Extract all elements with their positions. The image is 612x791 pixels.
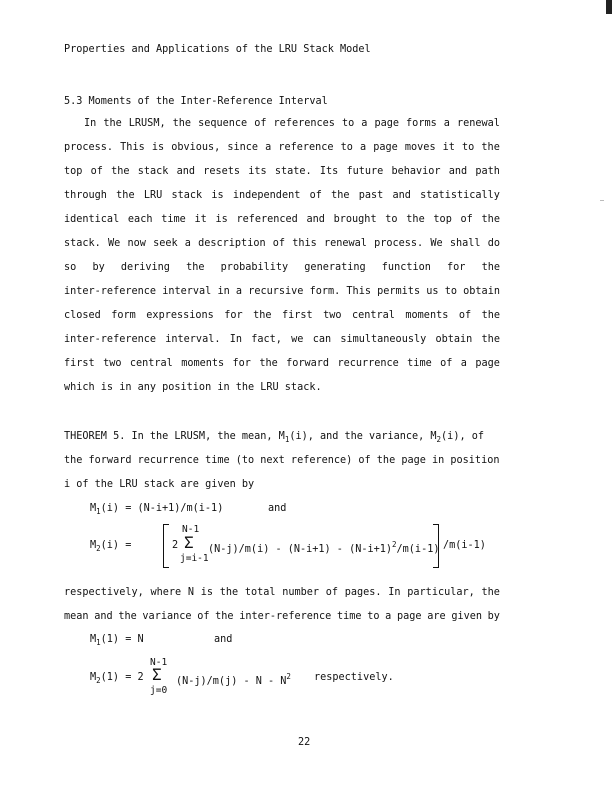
word: to — [444, 286, 457, 297]
word: inter-reference — [239, 611, 332, 622]
equation-lhs: $M_1(i) = (N-i+1)/m(i-1)$ — [90, 503, 224, 516]
word: interval. — [165, 334, 221, 345]
word: for — [224, 310, 243, 321]
word: and — [176, 166, 195, 177]
word: do — [487, 238, 500, 249]
word: moves — [404, 142, 436, 153]
word: of — [325, 587, 339, 598]
word: by — [487, 611, 500, 622]
word: reference — [278, 142, 334, 153]
equation-lhs: $M_2(i)$ = — [90, 540, 132, 553]
paragraph-line — [64, 166, 500, 177]
word: In — [84, 118, 97, 129]
word: the — [172, 118, 192, 129]
word: the — [406, 214, 425, 225]
equation-coefficient: 2 — [172, 540, 179, 551]
word: two — [323, 310, 342, 321]
scan-margin-mark — [600, 200, 604, 201]
word: expressions — [146, 310, 214, 321]
word: top — [433, 214, 452, 225]
word: This — [346, 286, 371, 297]
word: identical — [64, 214, 120, 225]
word: of — [254, 118, 267, 129]
word: for — [232, 358, 251, 369]
word: a — [385, 611, 392, 622]
word: obtain — [463, 286, 500, 297]
word: central — [129, 358, 173, 369]
word: forms — [406, 118, 437, 129]
equation-terms: (N-j)/m(j) - N - $N^2$ — [176, 672, 291, 687]
word: interval — [162, 286, 212, 297]
word: each — [127, 214, 153, 225]
word: description — [198, 238, 266, 249]
word: recursive — [248, 286, 304, 297]
word: top — [64, 166, 83, 177]
paragraph-line — [64, 334, 500, 345]
body-line — [64, 611, 500, 622]
word: resets — [203, 166, 240, 177]
word: In — [229, 334, 242, 345]
word: the — [481, 587, 500, 598]
word: given — [451, 611, 482, 622]
paragraph-line — [64, 142, 500, 153]
word: deriving — [120, 262, 170, 273]
word: stack. — [64, 238, 101, 249]
word: and — [448, 166, 468, 177]
word: inter-reference — [64, 334, 157, 345]
word: through — [64, 190, 107, 201]
word: variance — [142, 611, 192, 622]
word: forward — [286, 358, 330, 369]
word: references — [273, 118, 335, 129]
word: independent — [232, 190, 301, 201]
paragraph-line — [64, 118, 500, 129]
word: the — [481, 142, 500, 153]
word: first — [281, 310, 313, 321]
word: form. — [309, 286, 341, 297]
word: it — [194, 214, 207, 225]
paragraph-line — [64, 310, 500, 321]
word: first — [64, 358, 95, 369]
word: two — [103, 358, 122, 369]
body-line — [64, 587, 500, 598]
word: path — [475, 166, 500, 177]
word: can — [312, 334, 332, 345]
word: page — [396, 611, 422, 622]
page-number: 22 — [298, 737, 311, 748]
word: the — [215, 611, 234, 622]
paragraph-line: which is in any position in the LRU stack. — [64, 382, 322, 393]
word: form — [111, 310, 136, 321]
word: brought — [333, 214, 377, 225]
paragraph-line — [64, 238, 500, 249]
word: In — [388, 587, 401, 598]
word: the — [481, 310, 500, 321]
word: the — [186, 262, 205, 273]
word: renewal — [456, 118, 500, 129]
word: is — [200, 587, 213, 598]
word: seek — [153, 238, 178, 249]
sum-upper-limit: N-1 — [182, 524, 200, 535]
word: particular, — [407, 587, 475, 598]
word: obvious, — [171, 142, 221, 153]
paragraph-line — [64, 262, 500, 273]
word: sequence — [198, 118, 248, 129]
word: by — [92, 262, 105, 273]
word: a — [443, 118, 450, 129]
word: we — [291, 334, 304, 345]
word: its — [248, 166, 267, 177]
word: a — [460, 358, 467, 369]
word: for — [447, 262, 466, 273]
word: respectively, — [64, 587, 144, 598]
word: to — [341, 118, 355, 129]
word: simultaneously — [340, 334, 427, 345]
word: the — [118, 611, 137, 622]
word: state. — [274, 166, 312, 177]
word: behavior — [391, 166, 441, 177]
word: time — [407, 358, 432, 369]
word: future — [346, 166, 384, 177]
word: and — [94, 611, 113, 622]
word: We — [430, 238, 443, 249]
word: statistically — [420, 190, 500, 201]
word: the — [481, 334, 500, 345]
word: recurrence — [337, 358, 399, 369]
theorem-statement-line: i of the LRU stack are given by — [64, 479, 255, 490]
word: is — [215, 214, 228, 225]
word: Its — [319, 166, 339, 177]
word: the — [219, 587, 239, 598]
word: page — [374, 118, 399, 129]
word: of — [309, 190, 322, 201]
summation-symbol: Σ — [184, 533, 194, 552]
paragraph-line — [64, 190, 500, 201]
word: and — [306, 214, 325, 225]
word: LRU — [143, 190, 163, 201]
sum-lower-limit: j=0 — [150, 685, 168, 696]
word: referenced — [236, 214, 298, 225]
word: the — [116, 190, 135, 201]
word: a — [361, 118, 368, 129]
word: permits — [377, 286, 421, 297]
word: time — [336, 611, 362, 622]
word: of — [90, 166, 103, 177]
word: number — [282, 587, 320, 598]
word: now — [127, 238, 146, 249]
word: moments — [181, 358, 225, 369]
sum-upper-limit: N-1 — [150, 657, 168, 668]
word: past — [358, 190, 384, 201]
word: the — [481, 262, 500, 273]
word: the — [111, 166, 130, 177]
word: a — [235, 286, 243, 297]
summation-symbol: Σ — [152, 665, 162, 684]
word: the — [253, 310, 272, 321]
word: stack — [137, 166, 169, 177]
word: pages. — [344, 587, 382, 598]
paragraph-line — [64, 214, 500, 225]
word: time — [161, 214, 186, 225]
running-header: Properties and Applications of the LRU Stack Model — [64, 44, 371, 55]
word: total — [244, 587, 276, 598]
word: us — [426, 286, 439, 297]
word: renewal — [323, 238, 367, 249]
word: mean — [64, 611, 89, 622]
word: inter-reference — [64, 286, 157, 297]
word: of — [440, 358, 453, 369]
word: moments — [405, 310, 449, 321]
word: shall — [449, 238, 481, 249]
word: since — [227, 142, 259, 153]
theorem-statement-line: THEOREM 5. In the LRUSM, the mean, $M_1(i)$, and the variance, $M_2(i)$, of — [64, 431, 484, 444]
word: stack — [171, 190, 203, 201]
word: LRUSM, — [128, 118, 166, 129]
word: N — [187, 587, 194, 598]
word: a — [184, 238, 191, 249]
word: is — [151, 142, 165, 153]
word: this — [292, 238, 317, 249]
word: and — [392, 190, 411, 201]
equation-terms: $(N-j)/m(i) - (N-i+1) - (N-i+1)^2/m(i-1)$ — [208, 540, 440, 555]
word: so — [64, 262, 77, 273]
word: the — [481, 214, 500, 225]
word: to — [340, 142, 353, 153]
equation-lhs: $M_2(1) = 2$ — [90, 672, 144, 685]
word: it — [442, 142, 455, 153]
right-bracket — [433, 524, 439, 568]
word: obtain — [435, 334, 473, 345]
section-title: 5.3 Moments of the Inter-Reference Interval — [64, 96, 328, 107]
word: of — [460, 214, 473, 225]
word: in — [217, 286, 230, 297]
equation-lhs: $M_1(1) = N$ — [90, 634, 144, 647]
equation-tail: /m(i-1) — [443, 540, 486, 551]
word: function — [381, 262, 431, 273]
word: the — [259, 358, 278, 369]
word: the — [331, 190, 350, 201]
word: of — [197, 611, 210, 622]
word: closed — [64, 310, 101, 321]
word: to — [462, 142, 475, 153]
sum-lower-limit: j=i-1 — [180, 553, 209, 564]
word: of — [272, 238, 286, 249]
scan-corner-mark — [606, 0, 612, 14]
word: where — [150, 587, 182, 598]
word: page — [373, 142, 398, 153]
word: is — [211, 190, 224, 201]
word: process. — [374, 238, 424, 249]
word: fact, — [251, 334, 282, 345]
word: page — [475, 358, 500, 369]
left-bracket — [163, 524, 169, 568]
paragraph-line — [64, 286, 500, 297]
word: a — [265, 142, 272, 153]
word: This — [120, 142, 145, 153]
equation-and: and — [268, 503, 287, 514]
equation-tail: respectively. — [314, 672, 394, 683]
word: generating — [304, 262, 366, 273]
word: the — [103, 118, 122, 129]
equation-and: and — [214, 634, 233, 645]
word: are — [427, 611, 446, 622]
paragraph-line — [64, 358, 500, 369]
word: We — [108, 238, 121, 249]
theorem-statement-line: the forward recurrence time (to next reference) of the page in position — [64, 455, 500, 466]
word: to — [385, 214, 398, 225]
word: process. — [64, 142, 114, 153]
word: central — [352, 310, 395, 321]
word: of — [458, 310, 472, 321]
word: probability — [220, 262, 289, 273]
word: a — [360, 142, 367, 153]
word: to — [367, 611, 380, 622]
